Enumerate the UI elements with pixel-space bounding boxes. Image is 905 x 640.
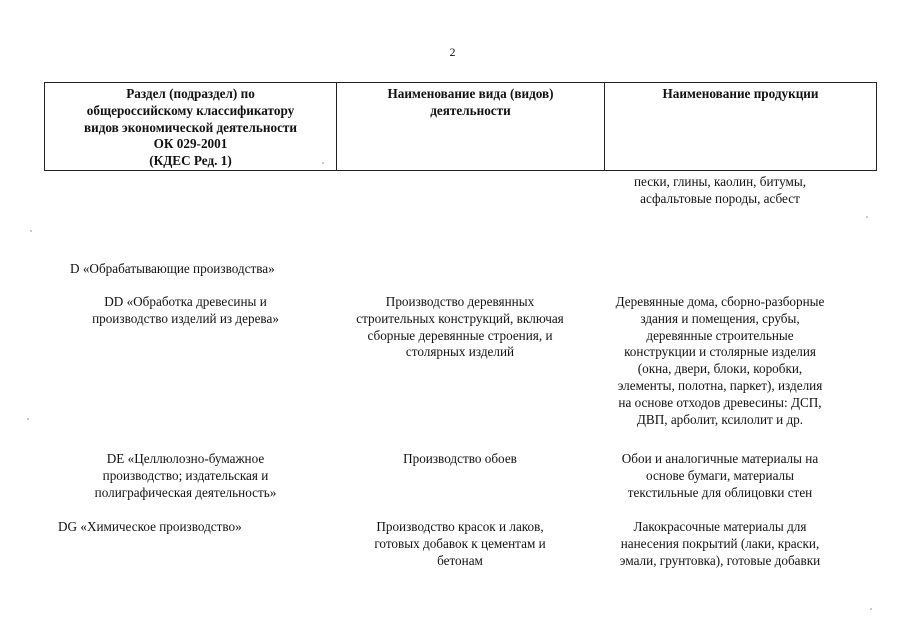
continuation-products: [590, 174, 850, 208]
section-d-heading: D «Обрабатывающие производства»: [70, 261, 275, 276]
row-products-line: Лакокрасочные материалы для: [633, 519, 807, 534]
row-products-line: здания и помещения, срубы,: [640, 310, 800, 326]
row-de-code: [44, 451, 327, 501]
header-col-section-line: (КДЕС Ред. 1): [149, 153, 232, 169]
row-code-line: полиграфическая деятельность»: [94, 484, 277, 500]
row-products-line: деревянные строительные: [646, 327, 794, 343]
header-col-section-line: общероссийскому классификатору: [86, 102, 295, 118]
header-col-section-line: видов экономической деятельности: [83, 119, 297, 135]
row-dd-activity: [330, 294, 590, 361]
row-products-line: текстильные для облицовки стен: [627, 484, 813, 500]
continuation-line: асфальтовые породы, асбест: [640, 190, 800, 206]
row-activity-line: строительных конструкций, включая: [356, 310, 564, 326]
scan-speck: [870, 608, 872, 610]
row-code-line: производство; издательская и: [102, 467, 269, 483]
row-activity-line: столярных изделий: [405, 344, 515, 360]
row-code-line: DG «Химическое производство»: [58, 519, 242, 534]
row-products-line: эмали, грунтовка), готовые добавки: [619, 552, 821, 568]
scan-speck: [322, 162, 324, 164]
header-col-section-line: Раздел (подраздел) по: [126, 86, 255, 101]
row-dg-products: [590, 519, 850, 569]
row-de-activity: [330, 451, 590, 468]
header-col-activity-line: деятельности: [430, 102, 511, 118]
row-code-line: DD «Обработка древесины и: [104, 294, 267, 309]
header-col-products-line: Наименование продукции: [662, 86, 819, 101]
scan-speck: [866, 216, 868, 218]
row-dd-products: [590, 294, 850, 428]
row-products-line: Обои и аналогичные материалы на: [621, 451, 819, 466]
row-products-line: конструкции и столярные изделия: [624, 344, 816, 360]
header-col-section: [45, 83, 337, 171]
row-activity-line: Производство деревянных: [385, 294, 535, 309]
row-products-line: элементы, полотна, паркет), изделия: [617, 377, 823, 393]
scan-speck: [27, 418, 29, 420]
table-header: [44, 82, 877, 171]
header-col-activity-line: Наименование вида (видов): [387, 86, 554, 101]
scan-speck: [30, 230, 32, 232]
row-products-line: основе бумаги, материалы: [646, 467, 794, 483]
row-code-line: DE «Целлюлозно-бумажное: [106, 451, 265, 466]
continuation-line: пески, глины, каолин, битумы,: [633, 174, 807, 189]
row-activity-line: готовых добавок к цементам и: [374, 535, 546, 551]
row-products-line: нанесения покрытий (лаки, краски,: [620, 535, 820, 551]
row-products-line: на основе отходов древесины: ДСП,: [618, 394, 822, 410]
row-activity-line: сборные деревянные строения, и: [367, 327, 553, 343]
header-col-activity: [337, 83, 605, 171]
row-activity-line: Производство обоев: [403, 451, 517, 466]
header-col-section-line: ОК 029-2001: [153, 136, 228, 152]
row-dg-code: [58, 519, 242, 536]
row-activity-line: Производство красок и лаков,: [376, 519, 544, 534]
row-products-line: (окна, двери, блоки, коробки,: [637, 361, 803, 377]
header-col-products: [605, 83, 877, 171]
row-products-line: ДВП, арболит, ксилолит и др.: [636, 411, 804, 427]
row-dd-code: [44, 294, 327, 328]
row-code-line: производство изделий из дерева»: [92, 310, 279, 326]
row-activity-line: бетонам: [437, 552, 483, 568]
page-number: 2: [449, 45, 456, 59]
row-products-line: Деревянные дома, сборно-разборные: [615, 294, 825, 309]
row-de-products: [590, 451, 850, 501]
row-dg-activity: [330, 519, 590, 569]
